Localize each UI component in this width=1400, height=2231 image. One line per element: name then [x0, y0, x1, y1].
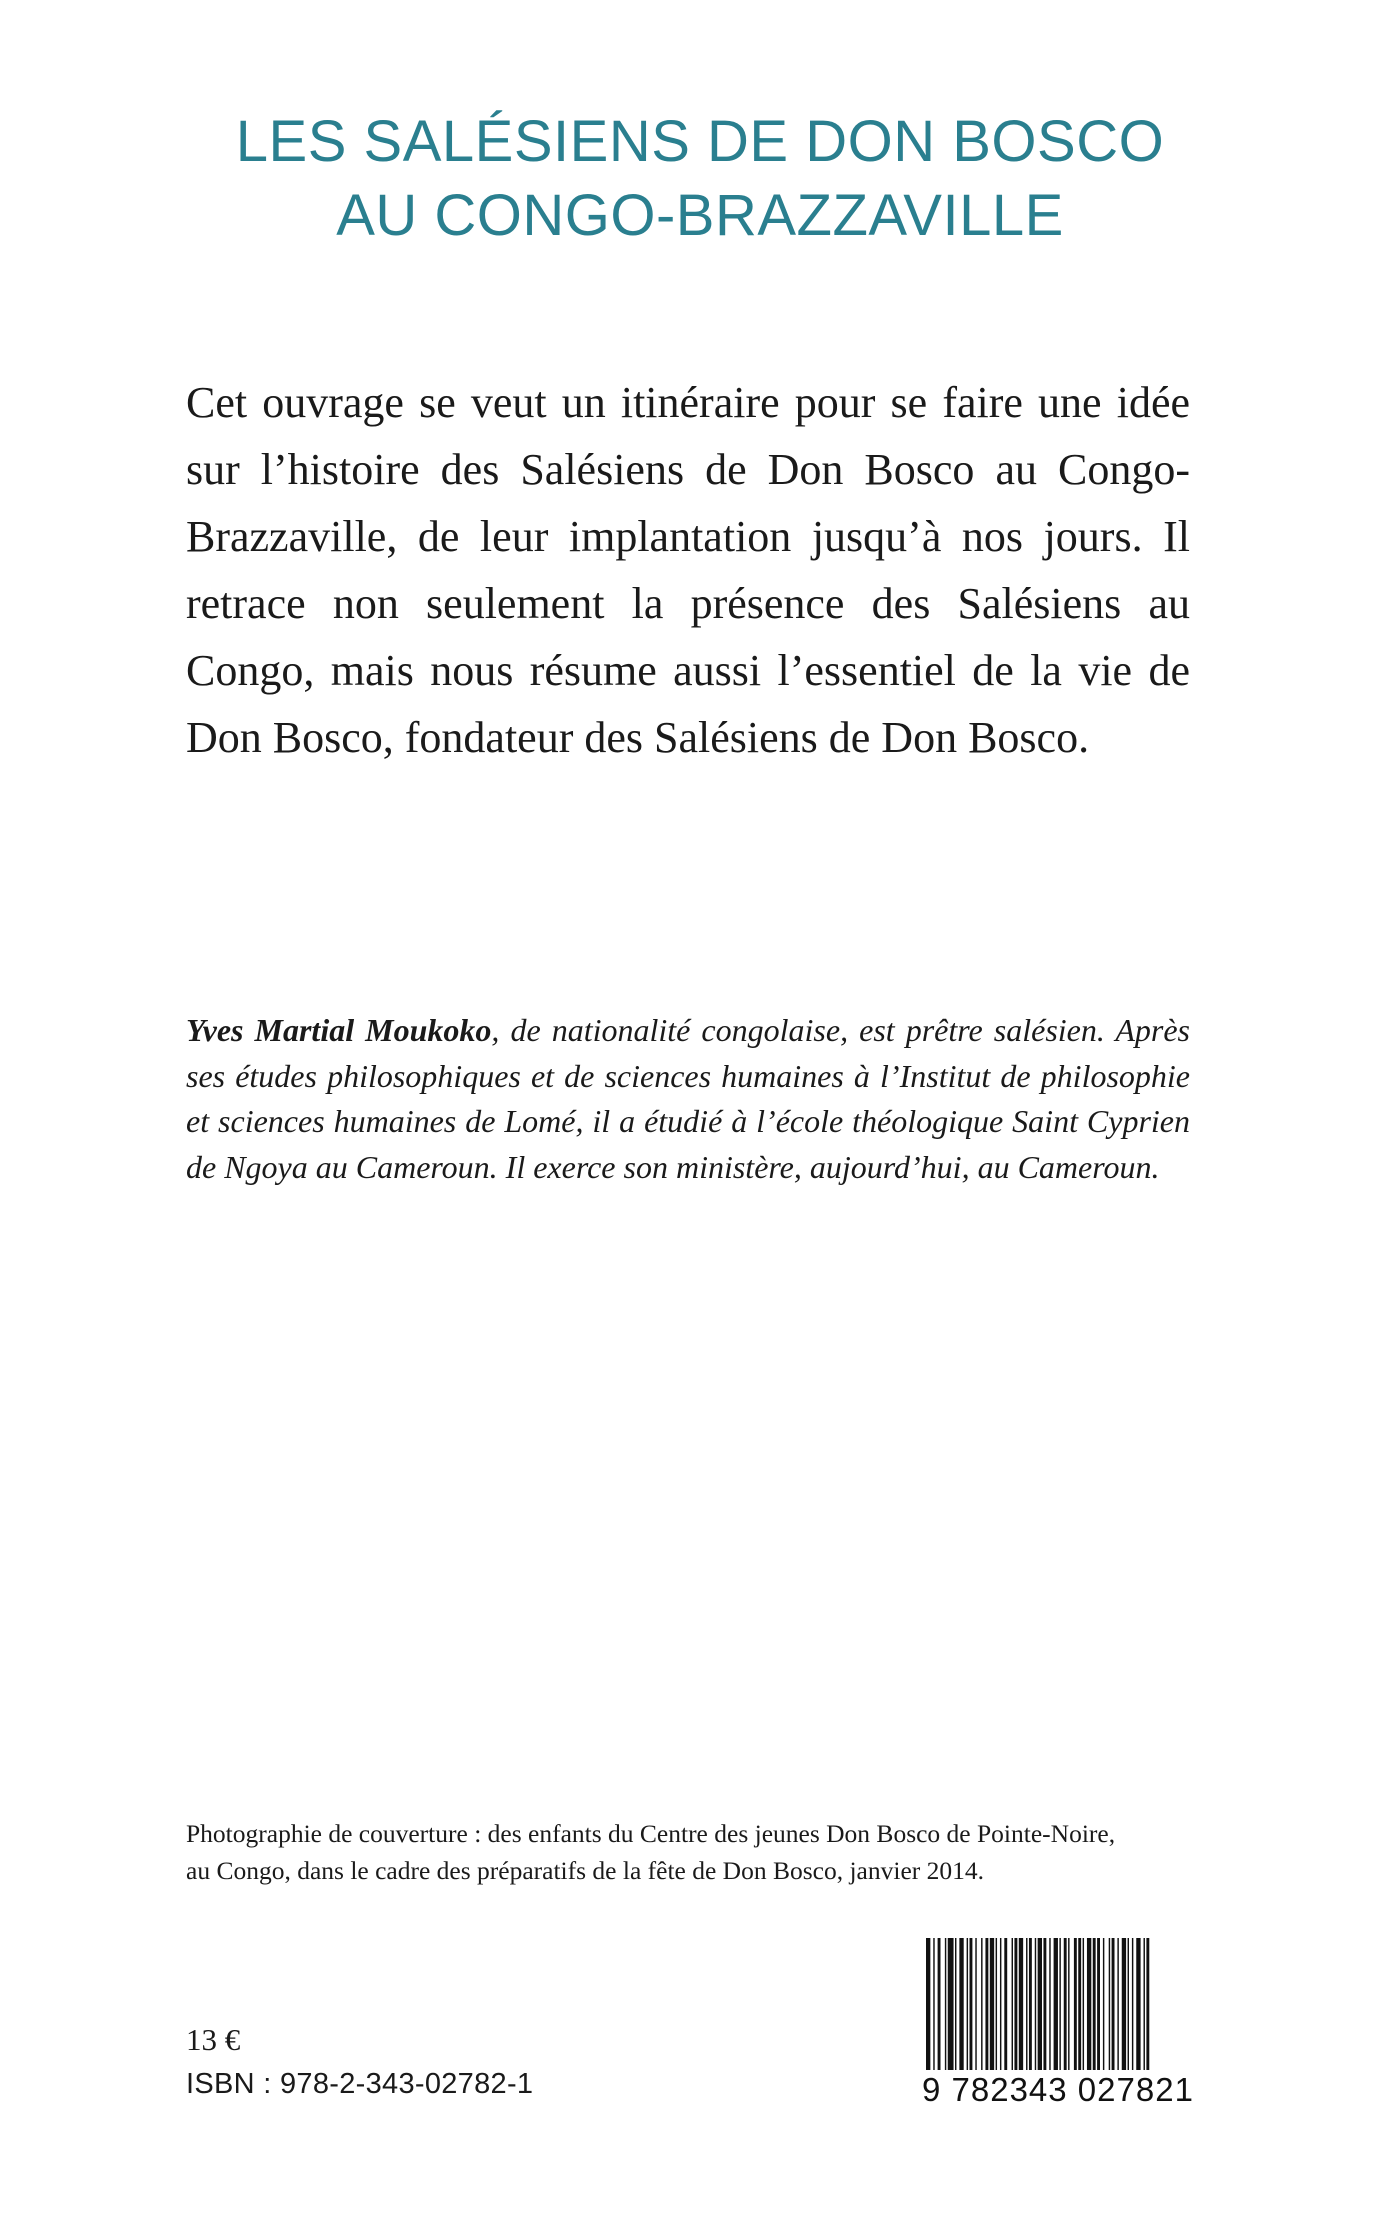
- barcode-bar: [955, 1938, 956, 2088]
- barcode-bar: [1019, 1938, 1023, 2088]
- barcode-bar: [1000, 1938, 1001, 2088]
- book-title: [0, 105, 1400, 253]
- price: 13 €: [186, 2022, 241, 2057]
- isbn: ISBN : 978-2-343-02782-1: [186, 2068, 534, 2100]
- barcode-bar: [938, 1938, 941, 2088]
- barcode-bar: [1064, 1938, 1067, 2088]
- barcode-icon: [922, 1938, 1190, 2088]
- title-line-1: LES SALÉSIENS DE DON BOSCO: [235, 109, 1165, 174]
- barcode-bar: [1122, 1938, 1126, 2088]
- barcode-bar: [1146, 1938, 1149, 2088]
- barcode-bar: [967, 1938, 968, 2088]
- photo-credit-line-2: au Congo, dans le cadre des préparatifs de la fête de Don Bosco, janvier 2014.: [186, 1856, 985, 1885]
- photo-credit: [186, 1815, 1226, 1889]
- barcode-bar: [1144, 1938, 1145, 2088]
- author-bio-text: , de nationalité congolaise, est prêtre salésien. Après ses études philosophiques et de sciences humaines à l’Institut de philosophie et sciences humaines de Lomé, il a étudié à l’école théologique Saint Cyprien de Ngoya au Cameroun. Il exerce son ministère, aujourd’hui, au Cameroun.: [186, 1012, 1191, 1185]
- barcode-bar: [1087, 1938, 1091, 2088]
- barcode-bar: [1128, 1938, 1129, 2088]
- barcode-bar: [1112, 1938, 1115, 2088]
- barcode-bar: [1035, 1938, 1036, 2088]
- barcode-bar: [1029, 1938, 1032, 2088]
- barcode-bar: [996, 1938, 997, 2088]
- barcode-bar: [1097, 1938, 1100, 2088]
- barcode-bar: [1054, 1938, 1058, 2088]
- barcode-bar: [1136, 1938, 1140, 2088]
- book-summary: Cet ouvrage se veut un itinéraire pour se faire une idée sur l’histoire des Salésiens de Don Bosco au Congo-Brazzaville, de leur implantation jusqu’à nos jours. Il retrace non seulement la présence des Salésiens au Congo, mais nous résume aussi l’essentiel de la vie de Don Bosco, fondateur des Salésiens de Don Bosco.: [186, 378, 1190, 762]
- barcode-bar: [959, 1938, 963, 2088]
- barcode-bar: [1014, 1938, 1017, 2088]
- barcode-bar: [1049, 1938, 1050, 2088]
- barcode-bar: [1026, 1938, 1027, 2088]
- barcode-bar: [1083, 1938, 1084, 2088]
- barcode-bar: [981, 1938, 982, 2088]
- photo-credit-line-1: Photographie de couverture : des enfants du Centre des jeunes Don Bosco de Pointe-Noire,: [186, 1819, 1116, 1848]
- barcode-bar: [926, 1938, 930, 2088]
- barcode-digits: 9 782343 027821: [922, 2071, 1194, 2108]
- barcode-bar: [1093, 1938, 1096, 2088]
- barcode-bar: [1012, 1938, 1013, 2088]
- barcode-bar: [933, 1938, 934, 2088]
- barcode-bar: [1109, 1938, 1110, 2088]
- barcode-bar: [970, 1938, 973, 2088]
- barcode-bar: [1074, 1938, 1077, 2088]
- barcode-bar: [1078, 1938, 1081, 2088]
- barcode: [922, 1938, 1194, 2112]
- barcode-bar: [1059, 1938, 1060, 2088]
- barcode-bar: [1043, 1938, 1046, 2088]
- author-name: Yves Martial Moukoko: [186, 1012, 492, 1048]
- barcode-bar: [1004, 1938, 1007, 2088]
- barcode-bar: [990, 1938, 994, 2088]
- barcode-bar: [1038, 1938, 1042, 2088]
- barcode-bar: [1103, 1938, 1104, 2088]
- barcode-bar: [1068, 1938, 1069, 2088]
- barcode-bar: [1132, 1938, 1133, 2088]
- barcode-bar: [945, 1938, 946, 2088]
- author-bio: [186, 1008, 1190, 1190]
- title-line-2: AU CONGO-BRAZZAVILLE: [336, 183, 1064, 248]
- barcode-bar: [985, 1938, 988, 2088]
- barcode-bar: [948, 1938, 954, 2088]
- barcode-bar: [1117, 1938, 1118, 2088]
- barcode-bar: [975, 1938, 976, 2088]
